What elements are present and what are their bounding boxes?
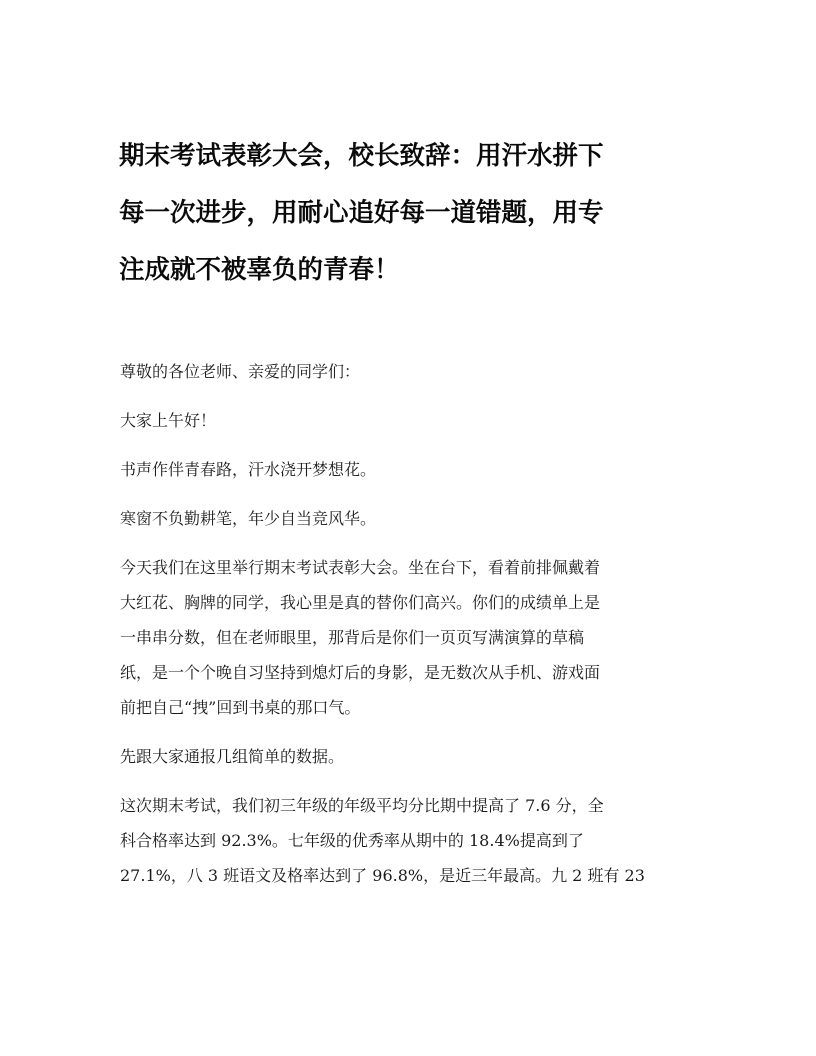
document-body xyxy=(120,354,700,907)
text-line: 今天我们在这里举行期末考试表彰大会。坐在台下，看着前排佩戴着 xyxy=(120,558,601,577)
intro-paragraph xyxy=(120,550,700,725)
text-line: 前把自己“拽”回到书桌的那口气。 xyxy=(120,698,361,717)
couplet-line-1 xyxy=(120,452,700,487)
text-line: 大家上午好！ xyxy=(120,411,217,430)
text-line: 一串串分数，但在老师眼里，那背后是你们一页页写满演算的草稿 xyxy=(120,628,585,647)
text-line: 书声作伴青春路，汗水浇开梦想花。 xyxy=(120,460,377,479)
text-line: 寒窗不负勤耕笔，年少自当竞风华。 xyxy=(120,509,377,528)
text-line: 纸，是一个个晚自习坚持到熄灯后的身影，是无数次从手机、游戏面 xyxy=(120,663,601,682)
text-line: 27.1%，八 3 班语文及格率达到了 96.8%，是近三年最高。九 2 班有 23 xyxy=(120,866,645,885)
greeting-paragraph xyxy=(120,403,700,438)
statistics-paragraph xyxy=(120,788,700,893)
title-line: 注成就不被辜负的青春！ xyxy=(119,255,400,285)
text-line: 大红花、胸牌的同学，我心里是真的替你们高兴。你们的成绩单上是 xyxy=(120,593,601,612)
couplet-line-2 xyxy=(120,501,700,536)
document-title xyxy=(119,128,699,299)
text-line: 先跟大家通报几组简单的数据。 xyxy=(120,747,345,766)
title-line: 每一次进步，用耐心追好每一道错题，用专 xyxy=(119,198,604,228)
salutation-paragraph xyxy=(120,354,700,389)
data-intro-paragraph xyxy=(120,739,700,774)
text-line: 这次期末考试，我们初三年级的年级平均分比期中提高了 7.6 分，全 xyxy=(120,796,604,815)
text-line: 科合格率达到 92.3%。七年级的优秀率从期中的 18.4%提高到了 xyxy=(120,831,584,850)
text-line: 尊敬的各位老师、亲爱的同学们： xyxy=(120,362,361,381)
title-line: 期末考试表彰大会，校长致辞：用汗水拼下 xyxy=(119,141,604,171)
